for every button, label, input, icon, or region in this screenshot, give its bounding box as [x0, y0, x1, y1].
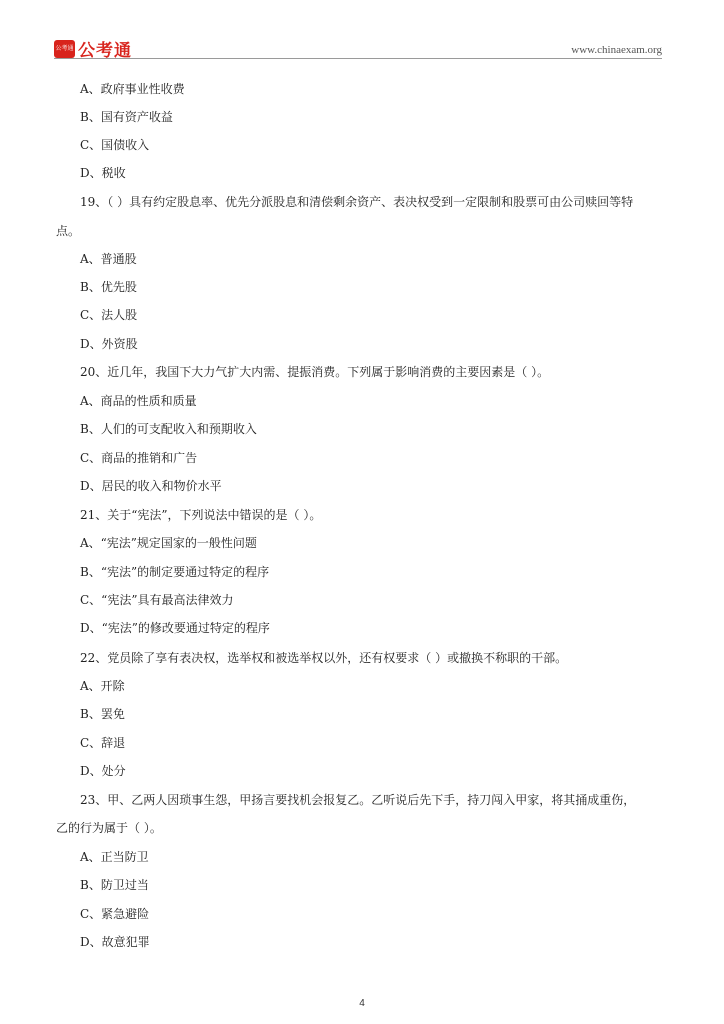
option-line: B、“宪法”的制定要通过特定的程序	[80, 565, 270, 579]
question-line: 20、近几年，我国下大力气扩大内需、提振消费。下列属于影响消费的主要因素是（ ）。	[80, 365, 550, 379]
option-line: C、紧急避险	[80, 907, 150, 921]
option-line: D、外资股	[80, 337, 138, 351]
option-line: A、开除	[80, 679, 125, 693]
page-number: 4	[359, 998, 365, 1009]
question-line: 22、党员除了享有表决权，选举权和被选举权以外，还有权要求（ ）或撤换不称职的干部。	[80, 651, 568, 665]
option-line: A、普通股	[80, 252, 137, 266]
page-header	[54, 34, 662, 60]
option-line: C、国债收入	[80, 138, 150, 152]
option-line: C、“宪法”具有最高法律效力	[80, 593, 234, 607]
option-line: D、税收	[80, 166, 126, 180]
site-url[interactable]: www.chinaexam.org	[571, 44, 662, 56]
question-line: 19、（ ）具有约定股息率、优先分派股息和清偿剩余资产、表决权受到一定限制和股票可由公司赎回等特	[80, 195, 634, 209]
option-line: D、“宪法”的修改要通过特定的程序	[80, 621, 270, 635]
option-line: A、“宪法”规定国家的一般性问题	[80, 536, 257, 550]
option-line: B、人们的可支配收入和预期收入	[80, 422, 257, 436]
option-line: B、罢免	[80, 707, 125, 721]
question-continuation: 点。	[56, 224, 81, 238]
option-line: D、处分	[80, 764, 126, 778]
option-line: D、居民的收入和物价水平	[80, 479, 222, 493]
question-line: 23、甲、乙两人因琐事生怨，甲扬言要找机会报复乙。乙听说后先下手，持刀闯入甲家，将其捅成重伤，	[80, 793, 636, 807]
option-line: B、优先股	[80, 280, 137, 294]
option-line: B、防卫过当	[80, 878, 149, 892]
option-line: C、商品的推销和广告	[80, 451, 198, 465]
option-line: B、国有资产收益	[80, 110, 173, 124]
option-line: A、商品的性质和质量	[80, 394, 197, 408]
option-line: C、法人股	[80, 308, 138, 322]
logo-badge: 公考通	[54, 40, 75, 58]
logo-text: 公考通	[78, 41, 132, 61]
option-line: A、正当防卫	[80, 850, 149, 864]
question-line: 21、关于“宪法”，下列说法中错误的是（ ）。	[80, 508, 322, 522]
option-line: C、辞退	[80, 736, 126, 750]
option-line: D、故意犯罪	[80, 935, 150, 949]
option-line: A、政府事业性收费	[80, 82, 185, 96]
header-divider	[54, 58, 662, 59]
question-continuation: 乙的行为属于（ ）。	[56, 821, 162, 835]
